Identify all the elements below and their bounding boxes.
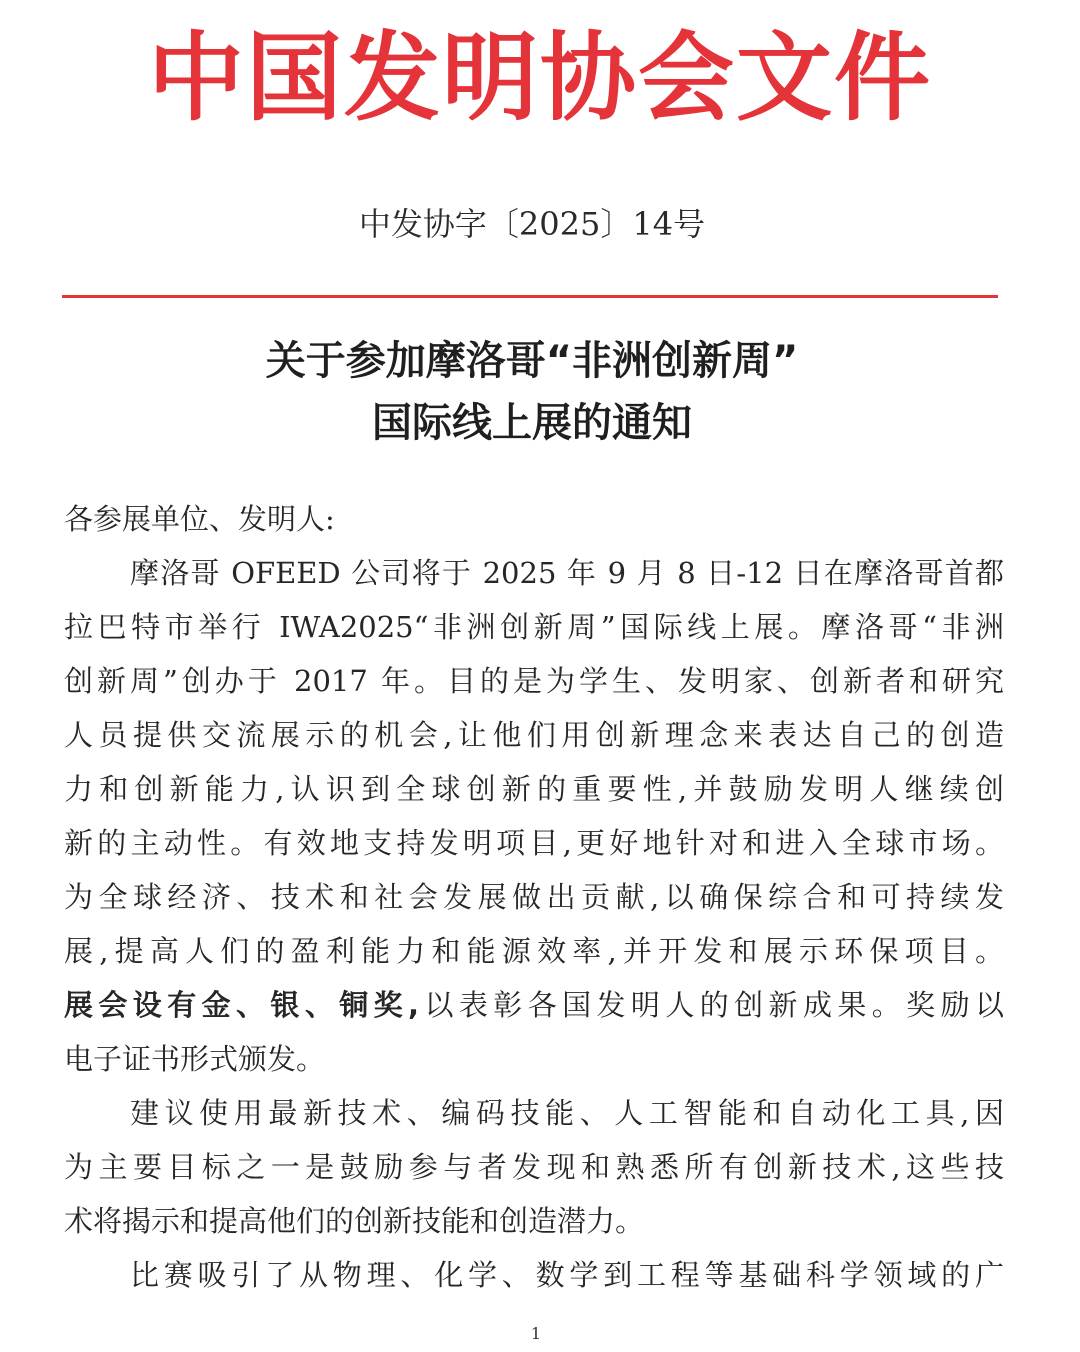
paragraph-1-line: 摩洛哥 OFEED 公司将于 2025 年 9 月 8 日-12 日在摩洛哥首都 [130,556,1004,590]
paragraph-1-line: 新的主动性。有效地支持发明项目,更好地针对和进入全球市场。 [64,826,1004,860]
salutation: 各参展单位、发明人: [64,502,335,536]
notice-title-line-1: 关于参加摩洛哥“非洲创新周” [265,338,799,384]
paragraph-1-line: 展,提高人们的盈利能力和能源效率,并开发和展示环保项目。 [64,934,1004,968]
paragraph-1-line: 电子证书形式颁发。 [64,1042,326,1076]
red-divider-line [62,295,998,298]
paragraph-1-award-line [64,978,1004,1032]
page-number: 1 [530,1324,542,1343]
paragraph-1-line: 力和创新能力,认识到全球创新的重要性,并鼓励发明人继续创 [64,772,1004,806]
paragraph-1-line: 创新周”创办于 2017 年。目的是为学生、发明家、创新者和研究 [64,664,1004,698]
paragraph-1-line: 为全球经济、技术和社会发展做出贡献,以确保综合和可持续发 [64,880,1004,914]
paragraph-3-line: 比赛吸引了从物理、化学、数学到工程等基础科学领域的广 [130,1258,1004,1292]
paragraph-2-line: 术将揭示和提高他们的创新技能和创造潜力。 [64,1204,645,1238]
paragraph-2-line: 为主要目标之一是鼓励参与者发现和熟悉所有创新技术,这些技 [64,1150,1004,1184]
document-number: 中发协字〔2025〕14号 [358,205,706,243]
award-description: 以表彰各国发明人的创新成果。奖励以 [419,988,1004,1022]
paragraph-2-line: 建议使用最新技术、编码技能、人工智能和自动化工具,因 [130,1096,1004,1130]
award-highlight: 展会设有金、银、铜奖, [64,988,420,1022]
notice-title-line-2: 国际线上展的通知 [372,400,692,446]
paragraph-1-line: 人员提供交流展示的机会,让他们用创新理念来表达自己的创造 [64,718,1004,752]
notice-title [0,330,1064,454]
paragraph-1-line: 拉巴特市举行 IWA2025“非洲创新周”国际线上展。摩洛哥“非洲 [64,610,1004,644]
notice-body [64,492,1004,1302]
issuer-header-title: 中国发明协会文件 [148,22,932,134]
